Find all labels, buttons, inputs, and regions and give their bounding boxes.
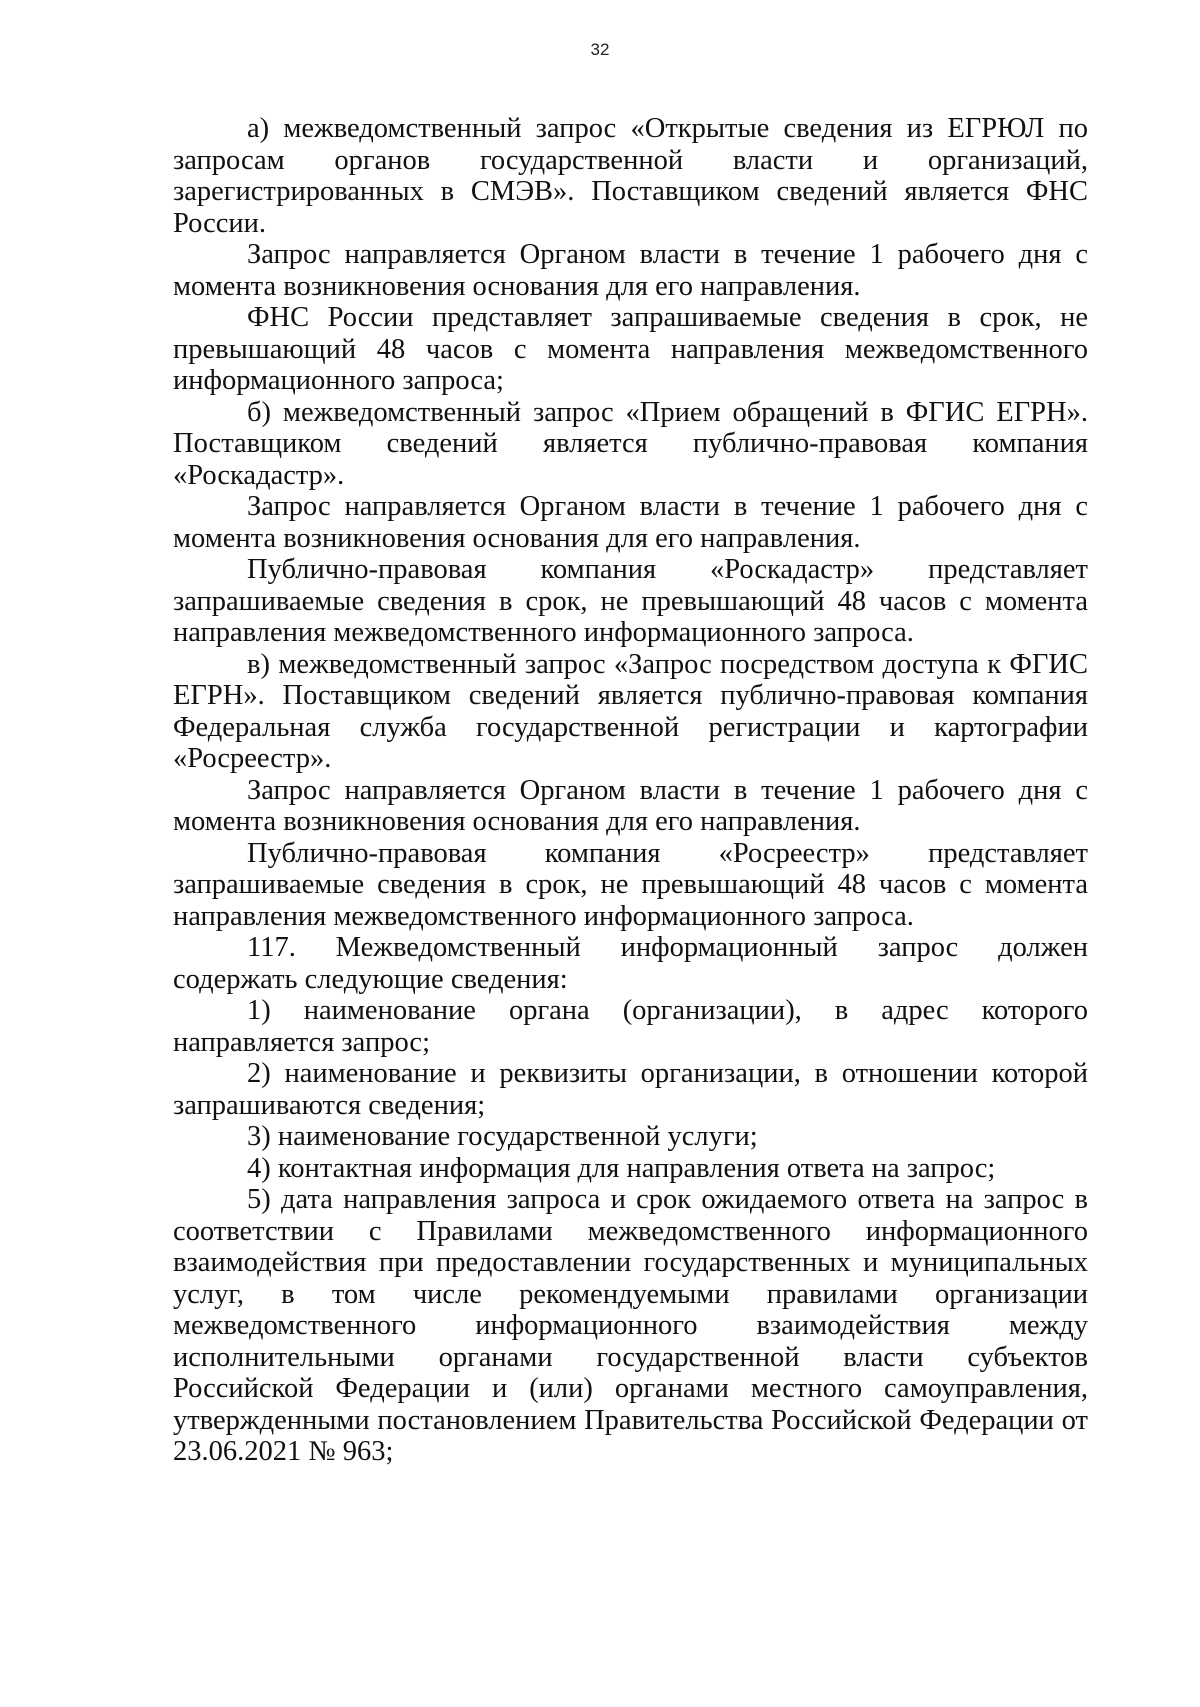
list-item-5: 5) дата направления запроса и срок ожидаемого ответа на запрос в соответствии с Правилами межведомственного информационного взаимодействия при предоставлении государственных и муниципальных услуг, в том числе рекомендуемыми правилами организации межведомственного информационного взаимодействия между исполнительными органами государственной власти субъектов Российской Федерации и (или) органами местного самоуправления, утвержденными постановлением Правительства Российской Федерации от 23.06.2021 № 963;: [173, 1184, 1088, 1467]
page-number: 32: [590, 40, 610, 59]
list-item-1: 1) наименование органа (организации), в адрес которого направляется запрос;: [173, 995, 1088, 1058]
paragraph-rosreestr-response: Публично-правовая компания «Росреестр» представляет запрашиваемые сведения в срок, не превышающий 48 часов с момента направления межведомственного информационного запроса.: [173, 837, 1088, 932]
paragraph-request-timing-2: Запрос направляется Органом власти в течение 1 рабочего дня с момента возникновения основания для его направления.: [173, 491, 1088, 554]
paragraph-request-timing-3: Запрос направляется Органом власти в течение 1 рабочего дня с момента возникновения основания для его направления.: [173, 774, 1088, 837]
paragraph-c-fgis-access-request: в) межведомственный запрос «Запрос посредством доступа к ФГИС ЕГРН». Поставщиком сведений является публично-правовая компания Федеральная служба государственной регистрации и картографии «Росреестр».: [173, 648, 1088, 774]
list-item-4: 4) контактная информация для направления ответа на запрос;: [247, 1152, 996, 1184]
document-body: [173, 113, 1088, 1468]
paragraph-117-request-contents: 117. Межведомственный информационный запрос должен содержать следующие сведения:: [173, 932, 1088, 995]
list-item-3: 3) наименование государственной услуги;: [247, 1121, 758, 1152]
paragraph-a-egrul-request: а) межведомственный запрос «Открытые сведения из ЕГРЮЛ по запросам органов государственной власти и организаций, зарегистрированных в СМЭВ». Поставщиком сведений является ФНС России.: [173, 113, 1088, 239]
paragraph-fns-response: ФНС России представляет запрашиваемые сведения в срок, не превышающий 48 часов с момента направления межведомственного информационного запроса;: [173, 302, 1088, 396]
list-item-2: 2) наименование и реквизиты организации, в отношении которой запрашиваются сведения;: [173, 1058, 1088, 1121]
paragraph-b-fgis-egrn-request: б) межведомственный запрос «Прием обращений в ФГИС ЕГРН». Поставщиком сведений является публично-правовая компания «Роскадастр».: [173, 396, 1088, 491]
paragraph-roskadastr-response: Публично-правовая компания «Роскадастр» представляет запрашиваемые сведения в срок, не превышающий 48 часов с момента направления межведомственного информационного запроса.: [173, 554, 1088, 648]
paragraph-request-timing-1: Запрос направляется Органом власти в течение 1 рабочего дня с момента возникновения основания для его направления.: [173, 239, 1088, 302]
